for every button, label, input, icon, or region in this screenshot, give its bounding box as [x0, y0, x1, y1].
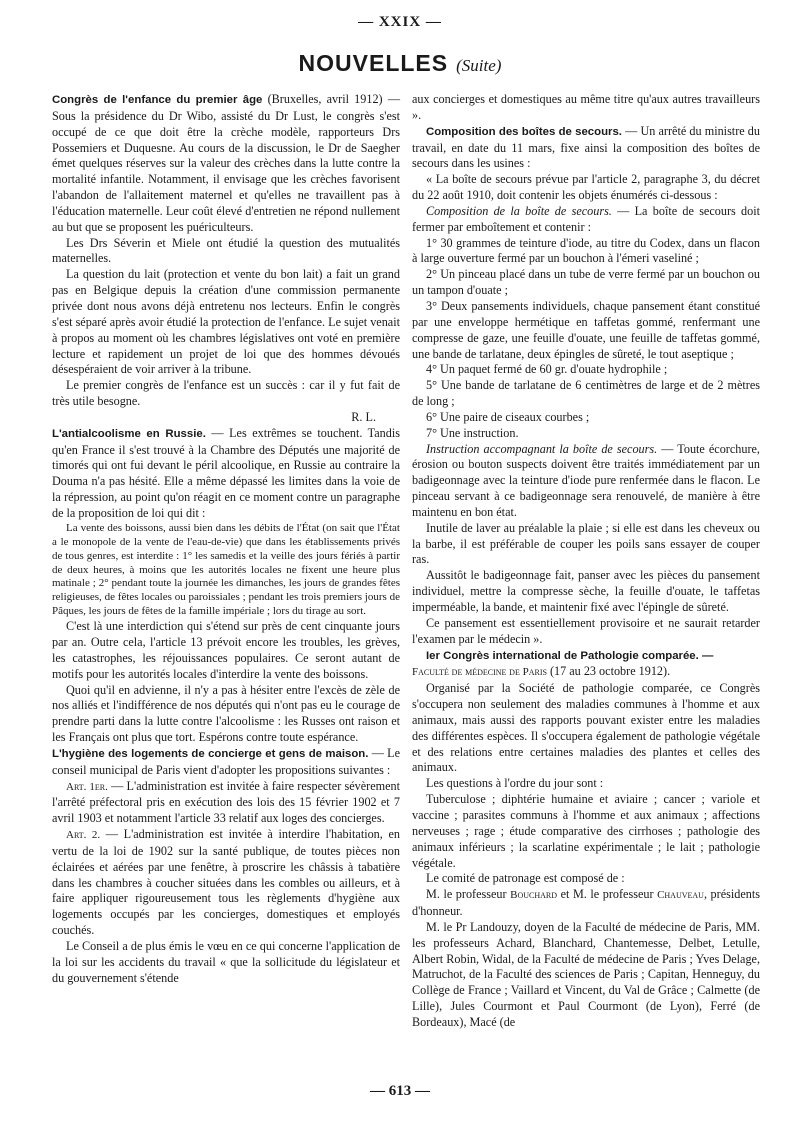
section-heading-congres: Congrès de l'enfance du premier âge [52, 94, 263, 106]
list-item: 5° Une bande de tarlatane de 6 centimètres de large et de 2 mètres de long ; [412, 378, 760, 409]
paragraph: Quoi qu'il en advienne, il n'y a pas à hésiter entre l'excès de zèle de nos alliés et l'indifférence de nos députés qui n'ont pas eu le courage de prendre parti dans la lutte contre l'alcoolisme : les Russes ont raison et les Français ont plus que tort. Espérons contre toute espérance. [52, 682, 400, 745]
article-1: Art. 1er. — L'administration est invitée à faire respecter sévèrement l'arrêté préfectoral pris en exécution des lois des 15 février 1902 et 7 avril 1903 et notamment l'article 33 relatif aux loges des concierges. [52, 778, 400, 826]
paragraph: Aussitôt le badigeonnage fait, panser avec les pièces du pansement individuel, mettre la compresse sèche, la feuille d'ouate, le taffetas imperméable, la bande, et maintenir fixé avec l'épingle de sûreté. [412, 568, 760, 614]
list-item: 6° Une paire de ciseaux courbes ; [426, 409, 590, 424]
paragraph: M. le Pr Landouzy, doyen de la Faculté de médecine de Paris, MM. les professeurs Achard, Blanchard, Chantemesse, Delbet, Letulle, Albert Robin, Widal, de la Faculté de médecine de Paris ; Yves Delage, Matruchot, de la Faculté des sciences de Paris ; Capitan, Henneguy, du Collège de France ; Vaillard et Vincent, du Val de Grâce ; Calmette (de Lille), Jules Courmont et Paul Courmont (de Lyon), Ferré (de Bordeaux), Macé (de [412, 919, 760, 1029]
article-label: Art. 2. [66, 829, 101, 842]
paragraph: Le comité de patronage est composé de : [426, 871, 625, 886]
paragraph: Organisé par la Société de pathologie comparée, ce Congrès s'occupera non seulement des maladies communes à l'homme et aux animaux, mais aussi des rapports pouvant exister entre les maladies des différentes espèces. Il s'occupera également de pathologie végétale et des relations entre certaines maladies des plantes et celles des animaux. [412, 681, 760, 775]
paragraph: « La boîte de secours prévue par l'article 2, paragraphe 3, du décret du 22 août 1910, doit contenir les objets énumérés ci-dessous : [412, 172, 760, 203]
list-item: 2° Un pinceau placé dans un tube de verre fermé par un bouchon ou un tampon d'ouate ; [412, 267, 760, 298]
presidents-paragraph: M. le professeur Bouchard et M. le professeur Chauveau, présidents d'honneur. [412, 887, 760, 919]
congress-dates: (17 au 23 octobre 1912). [546, 664, 671, 679]
paragraph: Le Conseil a de plus émis le vœu en ce qui concerne l'application de la loi sur les accidents du travail « que la sollicitude du législateur et du gouvernement s'étende [52, 939, 400, 985]
page-subtitle: (Suite) [456, 56, 502, 75]
left-column [52, 92, 400, 987]
list-item: 3° Deux pansements individuels, chaque pansement étant constitué par une enveloppe hermétique en taffetas gommé, renfermant une compresse de gaze, une feuille d'ouate, une feuille de taffetas gommé, une bande de tarlatane, deux épingles de sûreté, le tout aseptique ; [412, 298, 760, 361]
paragraph: Tuberculose ; diphtérie humaine et aviaire ; cancer ; variole et vaccine ; parasites communs à l'homme et aux animaux ; affections nerveuses ; rage ; étude comparative des cirrhoses ; pathologie des animaux inférieurs ; la scarlatine expérimentale ; le lait ; pathologie végétale. [412, 792, 760, 870]
paragraph: Les questions à l'ordre du jour sont : [426, 776, 604, 791]
paragraph: Ce pansement est essentiellement provisoire et ne saurait retarder l'examen par le médecin ». [412, 615, 760, 646]
paragraph: La question du lait (protection et vente du bon lait) a fait un grand pas en Belgique depuis la création d'une commission permanente privée dont nous avons déjà entretenu nos lecteurs. Enfin le congrès s'est séparé après avoir étudié la protection de l'enfance. Le sujet venait à propos au moment où les chambres législatives ont voté en première lecture et rapidement un projet de loi que des hommes dévoués désespéraient de voir arriver à la tribune. [52, 267, 400, 377]
signature: R. L. [351, 409, 376, 424]
alcool-paragraph: L'antialcoolisme en Russie. — Les extrêmes se touchent. Tandis qu'en France il s'est trouvé à la Chambre des Députés une majorité de timorés qui ont fui devant le péril alcoolique, en Russie au contraire la Douma n'a pas hésité. Elle a même dépassé les limites dans la voie de la répression, au point qu'on réagit en ce moment contre un paragraphe de la proposition de loi qui dit : [52, 425, 400, 520]
section-heading-pathologie: Ier Congrès international de Pathologie comparée. — [426, 649, 714, 662]
congres-paragraph: Congrès de l'enfance du premier âge (Bruxelles, avril 1912) — Sous la présidence du Dr Wibo, assisté du Dr Lust, le congrès s'est occupé de ce que doit être la crèche modèle, rapporteurs Drs Possemiers et Duquesne. Au cours de la discussion, le Dr de Saegher émet quelques réserves sur la valeur des crèches dans la lutte contre la mortalité infantile. Notamment, il envisage que les crèches favorisent l'abandon de l'allaitement maternel et qu'elles ne travaillent pas à l'éducation maternelle. Leur coût élevé d'entretien ne répond nullement au but que se proposent les puériculteurs. [52, 92, 401, 234]
subheading-instruction: Instruction accompagnant la boîte de secours. [426, 441, 658, 456]
section-heading-alcool: L'antialcoolisme en Russie. [52, 427, 206, 440]
hygiene-paragraph: L'hygiène des logements de concierge et gens de maison. — Le conseil municipal de Paris vient d'adopter les propositions suivantes : [52, 745, 400, 777]
list-item: 7° Une instruction. [426, 425, 519, 440]
article-2: Art. 2. — L'administration est invitée à interdire l'habitation, en vertu de la loi de 1902 sur la santé publique, de toutes pièces non éclairées et aérées par une fenêtre, à proscrire les châssis à tabatière dans les chambres à coucher situées dans les combles ou ailleurs, et à faire appliquer rigoureusement tous les règlements d'hygiène aux logements occupés par les concierges, domestiques et employés couchés. [52, 827, 401, 938]
right-column [412, 92, 760, 1031]
section-heading-hygiene: L'hygiène des logements de concierge et gens de maison. [52, 747, 369, 760]
paragraph: Les Drs Séverin et Miele ont étudié la question des mutualités maternelles. [52, 235, 400, 266]
page-title: NOUVELLES [298, 50, 449, 76]
paragraph: Le premier congrès de l'enfance est un succès : car il y fut fait de très utile besogne. [52, 378, 400, 409]
list-item: 1° 30 grammes de teinture d'iode, au titre du Codex, dans un flacon à large ouverture fermé par un bouchon à l'émeri vaseliné ; [412, 235, 760, 266]
paragraph: C'est là une interdiction qui s'étend sur près de cent cinquante jours par an. Outre cela, l'article 13 prévoit encore les troubles, les grèves, les catastrophes, les réjouissances populaires. Ce seront autant de motifs pour les autorités locales d'interdire la vente des boissons. [52, 619, 400, 681]
law-quote: La vente des boissons, aussi bien dans les débits de l'État (on sait que l'État a le monopole de la vente de l'eau-de-vie) que dans les établissements privés de tous genres, est interdite : 1° les samedis et la veille des jours fériés à partir de deux heures, à moins que les autorités locales ne fixent une heure plus matinale ; 2° pendant toute la journée les dimanches, les jours de grandes fêtes religieuses, de fêtes locales ou paroissiales ; pendant les trois premiers jours de Pâques, les jours de fêtes de la famille impériale ; lors du tirage au sort. [52, 521, 400, 618]
paragraph: Inutile de laver au préalable la plaie ; si elle est dans les cheveux ou la barbe, il est préférable de couper les poils sans essayer de couper ras. [412, 520, 760, 567]
continued-paragraph: aux concierges et domestiques au même titre qu'aux autres travailleurs ». [412, 92, 760, 122]
pathology-heading-paragraph [412, 648, 760, 682]
article-label: Art. 1er. [66, 780, 108, 793]
instruction-paragraph: Instruction accompagnant la boîte de secours. — Toute écorchure, érosion ou bouton suspects doivent être traités immédiatement par un badigeonnage avec la teinture d'iode pure renfermée dans le flacon. Le pinceau servant à ce badigeonnage sera renouvelé, de manière à être maintenu en bon état. [412, 441, 760, 519]
congress-place: Faculté de médecine de Paris [412, 666, 547, 679]
page-number: — 613 — [370, 1083, 430, 1099]
page-roman-numeral: — XXIX — [358, 14, 442, 30]
boites-paragraph: Composition des boîtes de secours. — Un arrêté du ministre du travail, en date du 11 mars, fixe ainsi la composition des boîtes de secours dans les usines : [412, 123, 760, 171]
subheading-composition: Composition de la boîte de secours. [426, 203, 612, 218]
section-heading-boites: Composition des boîtes de secours. [426, 125, 622, 138]
list-item: 4° Un paquet fermé de 60 gr. d'ouate hydrophile ; [426, 362, 668, 377]
composition-paragraph: Composition de la boîte de secours. — La boîte de secours doit fermer par emboîtement et contenir : [412, 203, 760, 234]
page-heading [0, 50, 800, 77]
